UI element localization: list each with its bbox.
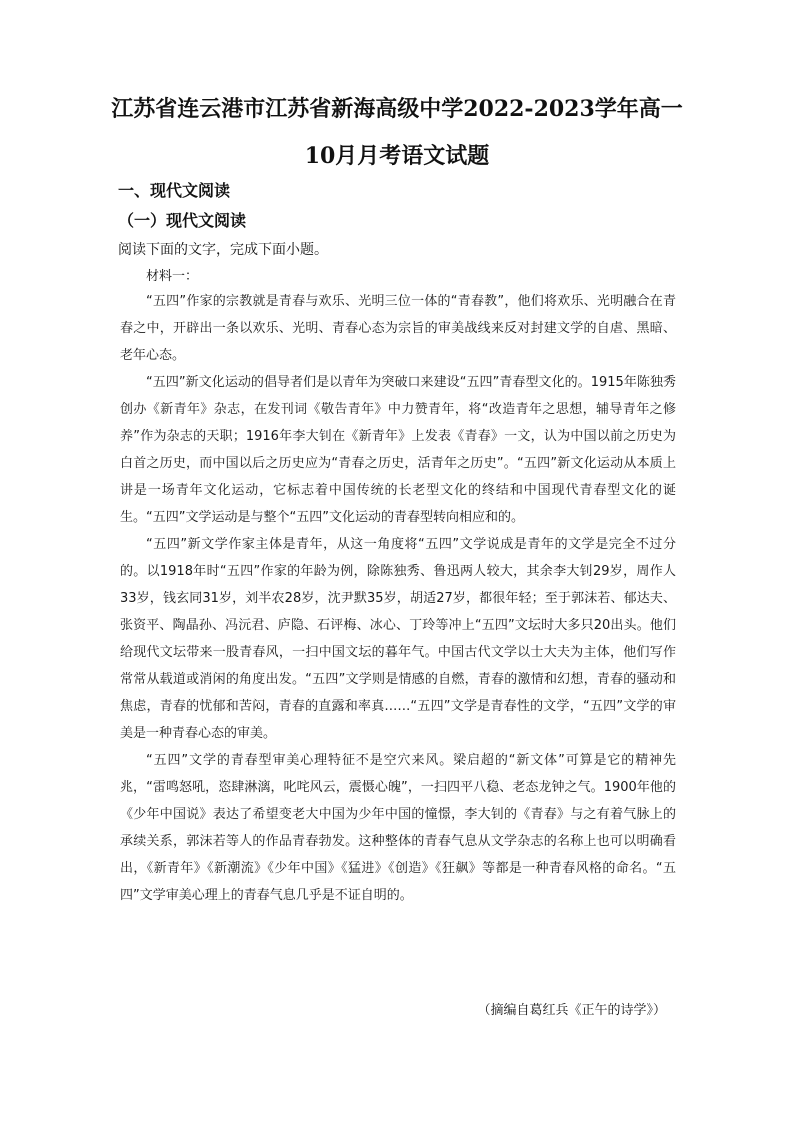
subsection-heading: （一）现代文阅读 [118, 211, 247, 230]
paragraph-2: “五四”新文化运动的倡导者们是以青年为突破口来建设“五四”青春型文化的。1915年陈独秀创办《新青年》杂志，在发刊词《敬告青年》中力赞青年，将“改造青年之思想，辅导青年之修养”作为杂志的天职；1916年李大钊在《新青年》上发表《青春》一文，认为中国以前之历史为白首之历史，而中国以后之历史应为“青春之历史，活青年之历史”。“五四”新文化运动从本质上讲是一场青年文化运动，它标志着中国传统的长老型文化的终结和中国现代青春型文化的诞生。“五四”文学运动是与整个“五四”文化运动的青春型转向相应和的。 [120, 375, 676, 525]
paragraph-4: “五四”文学的青春型审美心理特征不是空穴来风。梁启超的“新文体”可算是它的精神先兆，“雷鸣怒吼，恣肆淋漓，叱咤风云，震慑心魄”，一扫四平八稳、老态龙钟之气。1900年他的《少年中国说》表达了希望变老大中国为少年中国的憧憬，李大钊的《青春》与之有着气脉上的承续关系，郭沫若等人的作品青春勃发。这种整体的青春气息从文学杂志的名称上也可以明确看出，《新青年》《新潮流》《少年中国》《猛进》《创造》《狂飙》等都是一种青春风格的命名。“五四”文学审美心理上的青春气息几乎是不证自明的。 [120, 753, 676, 903]
material-label: 材料一： [146, 269, 199, 284]
paragraph-1: “五四”作家的宗教就是青春与欢乐、光明三位一体的“青春教”，他们将欢乐、光明融合在青春之中，开辟出一条以欢乐、光明、青春心态为宗旨的审美战线来反对封建文学的自虐、黑暗、老年心态。 [120, 294, 676, 363]
reading-instruction: 阅读下面的文字，完成下面小题。 [118, 242, 328, 258]
document-title-line1: 江苏省连云港市江苏省新海高级中学2022-2023学年高一 [111, 96, 683, 122]
paragraph-3: “五四”新文学作家主体是青年，从这一角度将“五四”文学说成是青年的文学是完全不过分的。以1918年时“五四”作家的年龄为例，除陈独秀、鲁迅两人较大，其余李大钊29岁，周作人33岁，钱玄同31岁，刘半农28岁，沈尹默35岁，胡适27岁，都很年轻；至于郭沫若、郁达夫、张资平、陶晶孙、冯沅君、庐隐、石评梅、冰心、丁玲等冲上“五四”文坛时大多只20出头。他们给现代文坛带来一股青春风，一扫中国文坛的暮年气。中国古代文学以士大夫为主体，他们写作常常从载道或消闲的角度出发。“五四”文学则是情感的自燃，青春的激情和幻想，青春的骚动和焦虑，青春的忧郁和苦闷，青春的直露和率真……“五四”文学是青春性的文学，“五四”文学的审美是一种青春心态的审美。 [120, 537, 676, 741]
section-heading: 一、现代文阅读 [118, 181, 231, 200]
article-body [120, 288, 676, 909]
document-title-line2: 10月月考语文试题 [304, 143, 490, 169]
source-citation: （摘编自葛红兵《正午的诗学》） [477, 1003, 666, 1018]
